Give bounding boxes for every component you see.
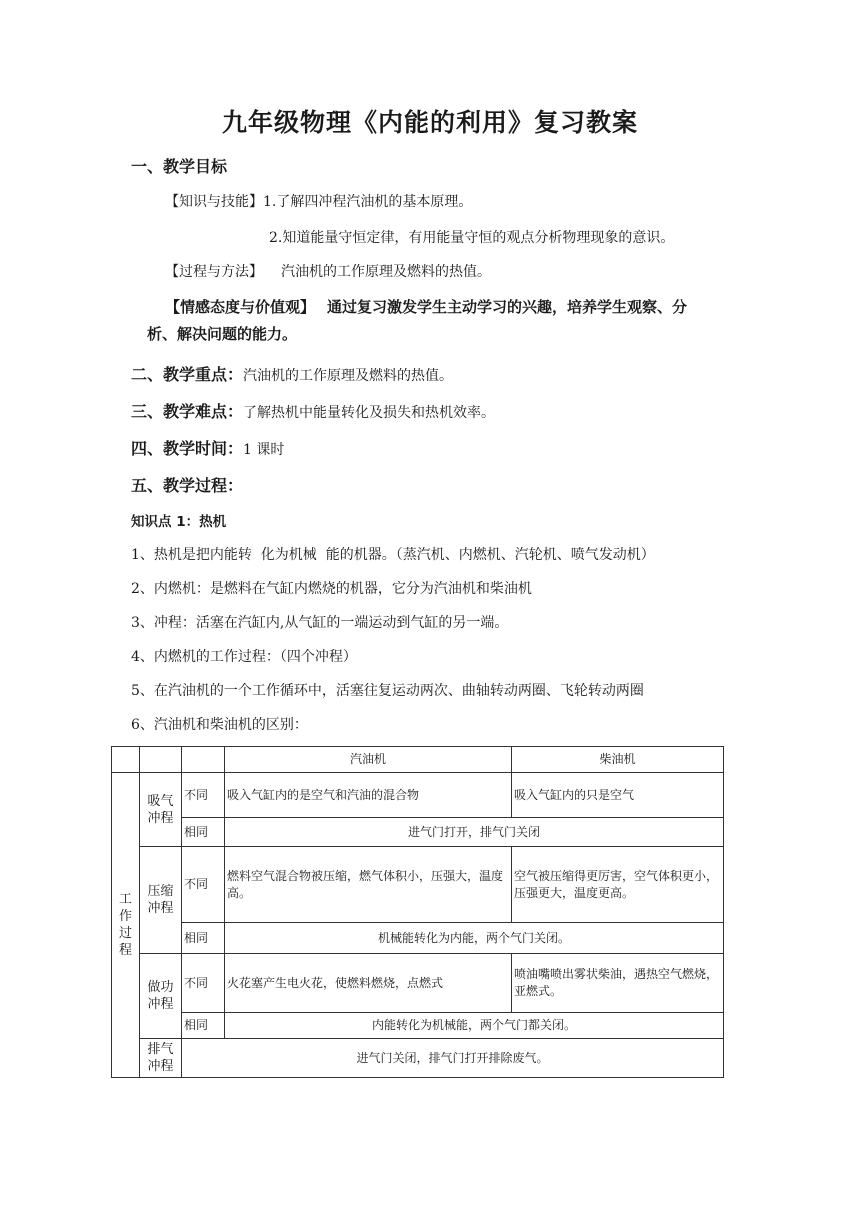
table-header-empty [140, 747, 182, 773]
power-same-cell: 内能转化为机械能，两个气门都关闭。 [225, 1013, 724, 1039]
knowledge-skill-goal-2: 2.知道能量守恒定律，有用能量守恒的观点分析物理现象的意识。 [269, 230, 675, 246]
gasoline-diesel-comparison-table [111, 746, 724, 1078]
key-points-text: 汽油机的工作原理及燃料的热值。 [243, 368, 454, 384]
same-label: 相同 [182, 923, 225, 954]
table-row-exhaust [112, 1039, 724, 1078]
section-teaching-time [131, 436, 284, 459]
power-diesel-cell: 喷油嘴喷出雾状柴油，遇热空气燃烧，亚燃式。 [512, 954, 724, 1013]
difficulties-heading: 三、教学难点： [131, 402, 244, 421]
same-label: 相同 [182, 1013, 225, 1039]
table-header-empty [112, 747, 140, 773]
emotion-values-label: 【情感态度与价值观】 [165, 298, 316, 316]
knowledge-skill-goal-1 [165, 191, 472, 211]
compression-diesel-cell: 空气被压缩得更厉害，空气体积更小，压强更大，温度更高。 [512, 847, 724, 923]
document-title: 九年级物理《内能的利用》复习教案 [221, 108, 638, 137]
power-stroke-label: 做功冲程 [140, 954, 182, 1039]
knowledge-point-title: 知识点 1：热机 [131, 514, 227, 530]
compression-same-cell: 机械能转化为内能，两个气门关闭。 [225, 923, 724, 954]
knowledge-item-3: 3、冲程：活塞在汽缸内,从气缸的一端运动到气缸的另一端。 [131, 615, 509, 631]
intake-same-cell: 进气门打开，排气门关闭 [225, 818, 724, 847]
difficulties-text: 了解热机中能量转化及损失和热机效率。 [243, 405, 496, 421]
emotion-values-text-1: 通过复习激发学生主动学习的兴趣，培养学生观察、分 [327, 298, 688, 316]
table-row-intake-same [112, 818, 724, 847]
knowledge-item-1: 1、热机是把内能转 化为机械 能的机器。（蒸汽机、内燃机、汽轮机、喷气发动机） [131, 547, 655, 563]
process-method-text: 汽油机的工作原理及燃料的热值。 [281, 264, 491, 280]
knowledge-item-2: 2、内燃机：是燃料在气缸内燃烧的机器，它分为汽油机和柴油机 [131, 581, 532, 597]
section-heading-objectives: 一、教学目标 [131, 157, 228, 176]
table-row-compression-same [112, 923, 724, 954]
section-teaching-process: 五、教学过程： [131, 476, 244, 495]
emotion-values-goal-line-1 [165, 296, 687, 317]
power-gasoline-cell: 火花塞产生电火花，使燃料燃烧，点燃式 [225, 954, 512, 1013]
section-key-points [131, 362, 453, 385]
table-header-diesel: 柴油机 [512, 747, 724, 773]
compression-gasoline-cell: 燃料空气混合物被压缩，燃气体积小，压强大，温度高。 [225, 847, 512, 923]
knowledge-skill-text-1: 1.了解四冲程汽油机的基本原理。 [263, 194, 473, 210]
intake-diesel-cell: 吸入气缸内的只是空气 [512, 773, 724, 818]
emotion-values-goal-line-2: 析、解决问题的能力。 [147, 325, 298, 343]
intake-stroke-label: 吸气冲程 [140, 773, 182, 847]
same-label: 相同 [182, 818, 225, 847]
exhaust-same-cell: 进气门关闭，排气门打开排除废气。 [182, 1039, 724, 1078]
exhaust-stroke-label: 排气冲程 [140, 1039, 182, 1078]
teaching-time-text: 1 课时 [243, 442, 285, 458]
intake-gasoline-cell: 吸入气缸内的是空气和汽油的混合物 [225, 773, 512, 818]
table-header-gasoline: 汽油机 [225, 747, 512, 773]
knowledge-item-6: 6、汽油机和柴油机的区别： [131, 717, 308, 733]
table-header-row [112, 747, 724, 773]
process-method-goal [165, 261, 491, 281]
work-process-label: 工作过程 [112, 773, 140, 1078]
table-row-compression-diff [112, 847, 724, 923]
table-row-power-same [112, 1013, 724, 1039]
process-method-label: 【过程与方法】 [165, 264, 263, 280]
knowledge-item-4: 4、内燃机的工作过程：（四个冲程） [131, 649, 357, 665]
diff-label: 不同 [182, 847, 225, 923]
teaching-time-heading: 四、教学时间： [131, 439, 244, 458]
table-row-intake-diff [112, 773, 724, 818]
diff-label: 不同 [182, 954, 225, 1013]
key-points-heading: 二、教学重点： [131, 365, 244, 384]
knowledge-skill-label: 【知识与技能】 [165, 194, 263, 210]
knowledge-item-5: 5、在汽油机的一个工作循环中，活塞往复运动两次、曲轴转动两圈、飞轮转动两圈 [131, 683, 644, 699]
table-header-empty [182, 747, 225, 773]
table-row-power-diff [112, 954, 724, 1013]
compression-stroke-label: 压缩冲程 [140, 847, 182, 954]
section-difficulties [131, 399, 495, 422]
diff-label: 不同 [182, 773, 225, 818]
